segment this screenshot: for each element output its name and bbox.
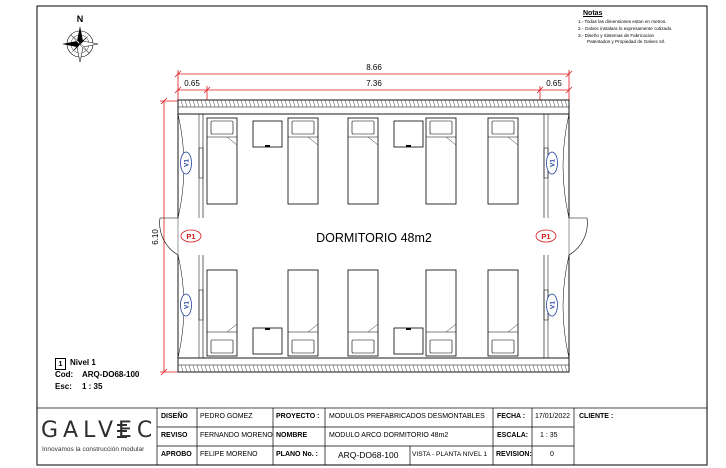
hatch-mark	[401, 365, 403, 372]
dim-height: 6.10	[151, 229, 160, 245]
hatch-mark	[349, 365, 351, 372]
hatch-mark	[205, 365, 207, 372]
hatch-mark	[233, 365, 235, 372]
hatch-mark	[529, 100, 531, 107]
hatch-mark	[533, 365, 535, 372]
hatch-mark	[541, 365, 543, 372]
hatch-mark	[429, 365, 431, 372]
hatch-mark	[289, 100, 291, 107]
hatch-mark	[369, 365, 371, 372]
hatch-mark	[217, 100, 219, 107]
hatch-mark	[285, 100, 287, 107]
bed-pillow	[430, 340, 452, 353]
hatch-mark	[253, 100, 255, 107]
door-tag-text: P1	[541, 232, 551, 241]
hatch-mark	[261, 365, 263, 372]
proyecto-label: PROYECTO :	[276, 413, 320, 420]
hatch-mark	[521, 100, 523, 107]
hatch-mark	[485, 365, 487, 372]
esc-value: 1 : 35	[82, 382, 103, 391]
hatch-mark	[449, 365, 451, 372]
hatch-mark	[481, 365, 483, 372]
hatch-mark	[557, 100, 559, 107]
hatch-mark	[425, 100, 427, 107]
hatch-mark	[245, 365, 247, 372]
window-tag-text: V1	[183, 159, 191, 167]
hatch-mark	[249, 100, 251, 107]
hatch-mark	[461, 100, 463, 107]
bed-pillow	[430, 121, 452, 134]
hatch-mark	[341, 365, 343, 372]
hatch-mark	[205, 100, 207, 107]
hatch-mark	[181, 365, 183, 372]
bed	[207, 270, 237, 356]
hatch-mark	[445, 365, 447, 372]
room-label: DORMITORIO 48m2	[316, 231, 432, 245]
hatch-mark	[249, 365, 251, 372]
hatch-mark	[281, 365, 283, 372]
hatch-mark	[321, 365, 323, 372]
door-tag-text: P1	[186, 232, 196, 241]
hatch-mark	[345, 100, 347, 107]
reviso-label: REVISO	[161, 432, 188, 439]
hatch-mark	[189, 100, 191, 107]
hatch-mark	[533, 100, 535, 107]
hatch-mark	[465, 365, 467, 372]
hatch-mark	[445, 100, 447, 107]
north-label: N	[76, 14, 84, 24]
view-number-box	[55, 358, 66, 370]
hatch-mark	[417, 365, 419, 372]
hatch-mark	[517, 365, 519, 372]
hatch-mark	[513, 365, 515, 372]
hatch-mark	[513, 100, 515, 107]
plano-label: PLANO No. :	[276, 451, 318, 458]
hatch-mark	[537, 365, 539, 372]
hatch-mark	[189, 365, 191, 372]
aprobo-label: APROBO	[161, 451, 192, 458]
plano-value: ARQ-DO68-100	[338, 450, 399, 460]
window-tag-text: V1	[183, 301, 191, 309]
hatch-mark	[449, 100, 451, 107]
hatch-mark	[457, 100, 459, 107]
hatch-mark	[201, 365, 203, 372]
hatch-mark	[293, 365, 295, 372]
bed-pillow	[292, 121, 314, 134]
hatch-mark	[313, 365, 315, 372]
hatch-mark	[401, 100, 403, 107]
hatch-mark	[477, 365, 479, 372]
bed	[207, 118, 237, 204]
hatch-mark	[201, 100, 203, 107]
hatch-mark	[225, 100, 227, 107]
reviso-value: FERNANDO MORENO	[200, 432, 273, 439]
hatch-mark	[497, 100, 499, 107]
hatch-mark	[377, 100, 379, 107]
hatch-mark	[333, 100, 335, 107]
hatch-mark	[265, 365, 267, 372]
hatch-mark	[409, 365, 411, 372]
escala-label: ESCALA:	[497, 432, 529, 439]
hatch-mark	[273, 365, 275, 372]
hatch-mark	[509, 365, 511, 372]
hatch-mark	[421, 100, 423, 107]
hatch-mark	[421, 365, 423, 372]
hatch-mark	[557, 365, 559, 372]
hatch-mark	[229, 365, 231, 372]
hatch-mark	[289, 365, 291, 372]
hatch-mark	[337, 365, 339, 372]
hatch-mark	[529, 365, 531, 372]
hatch-mark	[369, 100, 371, 107]
hatch-mark	[345, 365, 347, 372]
hatch-mark	[377, 365, 379, 372]
cod-value: ARQ-DO68-100	[82, 370, 140, 379]
hatch-mark	[397, 365, 399, 372]
hatch-mark	[305, 365, 307, 372]
hatch-mark	[489, 365, 491, 372]
hatch-mark	[285, 365, 287, 372]
bed-pillow	[292, 340, 314, 353]
esc-label: Esc:	[55, 382, 72, 391]
hatch-mark	[385, 365, 387, 372]
hatch-mark	[385, 100, 387, 107]
hatch-mark	[221, 100, 223, 107]
door-right	[569, 218, 587, 255]
bed	[288, 270, 318, 356]
hatch-mark	[337, 100, 339, 107]
hatch-mark	[525, 365, 527, 372]
hatch-mark	[269, 100, 271, 107]
bed-pillow	[211, 340, 233, 353]
hatch-mark	[457, 365, 459, 372]
hatch-mark	[433, 100, 435, 107]
hatch-mark	[465, 100, 467, 107]
hatch-mark	[541, 100, 543, 107]
hatch-mark	[213, 365, 215, 372]
hatch-mark	[501, 365, 503, 372]
dim-inner-width: 7.36	[366, 79, 382, 88]
hatch-mark	[281, 100, 283, 107]
hatch-mark	[441, 100, 443, 107]
hatch-mark	[341, 100, 343, 107]
bed	[348, 118, 378, 204]
hatch-mark	[225, 365, 227, 372]
hatch-mark	[429, 100, 431, 107]
hatch-mark	[373, 365, 375, 372]
cod-label: Cod:	[55, 370, 74, 379]
hatch-mark	[233, 100, 235, 107]
bed	[488, 270, 518, 356]
hatch-mark	[469, 100, 471, 107]
hatch-mark	[181, 100, 183, 107]
logo-tagline: Innovamos la construcción modular	[42, 446, 145, 453]
hatch-mark	[409, 100, 411, 107]
bed	[488, 118, 518, 204]
hatch-mark	[553, 365, 555, 372]
hatch-mark	[353, 365, 355, 372]
hatch-mark	[329, 100, 331, 107]
hatch-mark	[493, 100, 495, 107]
hatch-mark	[357, 365, 359, 372]
hatch-mark	[321, 100, 323, 107]
logo-wordmark: GALVEC	[41, 418, 158, 443]
hatch-mark	[317, 365, 319, 372]
hatch-mark	[381, 365, 383, 372]
hatch-mark	[185, 100, 187, 107]
bed	[426, 270, 456, 356]
nombre-label: NOMBRE	[276, 432, 308, 439]
proyecto-value: MODULOS PREFABRICADOS DESMONTABLES	[329, 413, 485, 420]
hatch-mark	[253, 365, 255, 372]
hatch-mark	[197, 365, 199, 372]
hatch-mark	[333, 365, 335, 372]
hatch-mark	[373, 100, 375, 107]
nombre-value: MODULO ARCO DORMITORIO 48m2	[329, 432, 449, 439]
hatch-mark	[473, 100, 475, 107]
hatch-mark	[549, 365, 551, 372]
hatch-mark	[473, 365, 475, 372]
hatch-mark	[313, 100, 315, 107]
hatch-mark	[241, 100, 243, 107]
escala-value: 1 : 35	[540, 432, 558, 439]
hatch-mark	[389, 365, 391, 372]
hatch-mark	[505, 100, 507, 107]
bed-pillow	[352, 121, 374, 134]
hatch-mark	[273, 100, 275, 107]
view-number: 1	[58, 359, 63, 368]
hatch-mark	[381, 100, 383, 107]
bed	[288, 118, 318, 204]
notes-title: Notas	[583, 10, 603, 17]
hatch-mark	[209, 100, 211, 107]
hatch-mark	[437, 365, 439, 372]
hatch-mark	[517, 100, 519, 107]
diseno-value: PEDRO GOMEZ	[200, 413, 253, 420]
hatch-mark	[453, 100, 455, 107]
dim-right-margin: 0.65	[546, 79, 562, 88]
window-tag-text: V1	[549, 301, 557, 309]
hatch-mark	[197, 100, 199, 107]
hatch-mark	[417, 100, 419, 107]
hatch-mark	[357, 100, 359, 107]
hatch-mark	[477, 100, 479, 107]
hatch-mark	[213, 100, 215, 107]
hatch-mark	[229, 100, 231, 107]
revision-label: REVISION:	[496, 451, 532, 458]
hatch-mark	[389, 100, 391, 107]
dim-overall-width: 8.66	[366, 63, 382, 72]
hatch-mark	[349, 100, 351, 107]
hatch-mark	[217, 365, 219, 372]
hatch-mark	[453, 365, 455, 372]
revision-value: 0	[550, 451, 554, 458]
hatch-mark	[277, 100, 279, 107]
notes-item: 2.- Galvec instalara lo expresamente cotizado.	[578, 26, 673, 31]
bed-pillow	[492, 340, 514, 353]
hatch-mark	[425, 365, 427, 372]
hatch-mark	[353, 100, 355, 107]
hatch-mark	[493, 365, 495, 372]
hatch-mark	[261, 100, 263, 107]
hatch-mark	[509, 100, 511, 107]
hatch-mark	[441, 365, 443, 372]
hatch-mark	[405, 100, 407, 107]
hatch-mark	[489, 100, 491, 107]
hatch-mark	[561, 100, 563, 107]
hatch-mark	[433, 365, 435, 372]
hatch-mark	[277, 365, 279, 372]
hatch-mark	[537, 100, 539, 107]
hatch-mark	[185, 365, 187, 372]
hatch-mark	[329, 365, 331, 372]
hatch-mark	[309, 365, 311, 372]
hatch-mark	[505, 365, 507, 372]
hatch-mark	[317, 100, 319, 107]
hatch-mark	[209, 365, 211, 372]
hatch-mark	[405, 365, 407, 372]
hatch-mark	[265, 100, 267, 107]
hatch-mark	[297, 365, 299, 372]
hatch-mark	[301, 100, 303, 107]
notes-item: 1.- Todas las dimensiones estan en metros.	[578, 19, 667, 24]
hatch-mark	[397, 100, 399, 107]
hatch-mark	[501, 100, 503, 107]
vista-value: VISTA - PLANTA NIVEL 1	[412, 451, 487, 458]
hatch-mark	[361, 100, 363, 107]
notes-item: Patentados y Propiedad de Galvec srl.	[587, 39, 666, 44]
hatch-mark	[545, 100, 547, 107]
hatch-mark	[325, 365, 327, 372]
hatch-mark	[221, 365, 223, 372]
hatch-mark	[257, 365, 259, 372]
hatch-mark	[393, 365, 395, 372]
hatch-mark	[413, 365, 415, 372]
fecha-label: FECHA :	[497, 413, 526, 420]
hatch-mark	[469, 365, 471, 372]
hatch-mark	[361, 365, 363, 372]
hatch-mark	[525, 100, 527, 107]
hatch-mark	[193, 100, 195, 107]
hatch-mark	[565, 365, 567, 372]
hatch-mark	[461, 365, 463, 372]
hatch-mark	[245, 100, 247, 107]
hatch-mark	[297, 100, 299, 107]
hatch-mark	[365, 365, 367, 372]
hatch-mark	[237, 100, 239, 107]
window-tag-text: V1	[549, 159, 557, 167]
hatch-mark	[257, 100, 259, 107]
cliente-label: CLIENTE :	[579, 413, 614, 420]
dim-left-margin: 0.65	[184, 79, 200, 88]
bed	[426, 118, 456, 204]
hatch-mark	[237, 365, 239, 372]
bed-pillow	[211, 121, 233, 134]
hatch-mark	[549, 100, 551, 107]
view-name: Nivel 1	[70, 358, 96, 367]
hatch-mark	[521, 365, 523, 372]
hatch-mark	[305, 100, 307, 107]
bed-pillow	[492, 121, 514, 134]
hatch-mark	[413, 100, 415, 107]
fecha-value: 17/01/2022	[535, 413, 571, 420]
bed	[348, 270, 378, 356]
bed-pillow	[352, 340, 374, 353]
hatch-mark	[565, 100, 567, 107]
hatch-mark	[269, 365, 271, 372]
hatch-mark	[497, 365, 499, 372]
hatch-mark	[365, 100, 367, 107]
door-left	[160, 218, 178, 255]
notes-item: 3.- Diseño y Sistemas de Fabricacion	[578, 33, 655, 38]
hatch-mark	[561, 365, 563, 372]
hatch-mark	[485, 100, 487, 107]
aprobo-value: FELIPE MORENO	[200, 451, 258, 458]
compass-rose-icon	[62, 26, 98, 62]
hatch-mark	[241, 365, 243, 372]
hatch-mark	[545, 365, 547, 372]
diseno-label: DISEÑO	[161, 413, 188, 420]
hatch-mark	[481, 100, 483, 107]
hatch-mark	[193, 365, 195, 372]
hatch-mark	[393, 100, 395, 107]
hatch-mark	[309, 100, 311, 107]
hatch-mark	[437, 100, 439, 107]
hatch-mark	[553, 100, 555, 107]
hatch-mark	[293, 100, 295, 107]
hatch-mark	[325, 100, 327, 107]
hatch-mark	[301, 365, 303, 372]
